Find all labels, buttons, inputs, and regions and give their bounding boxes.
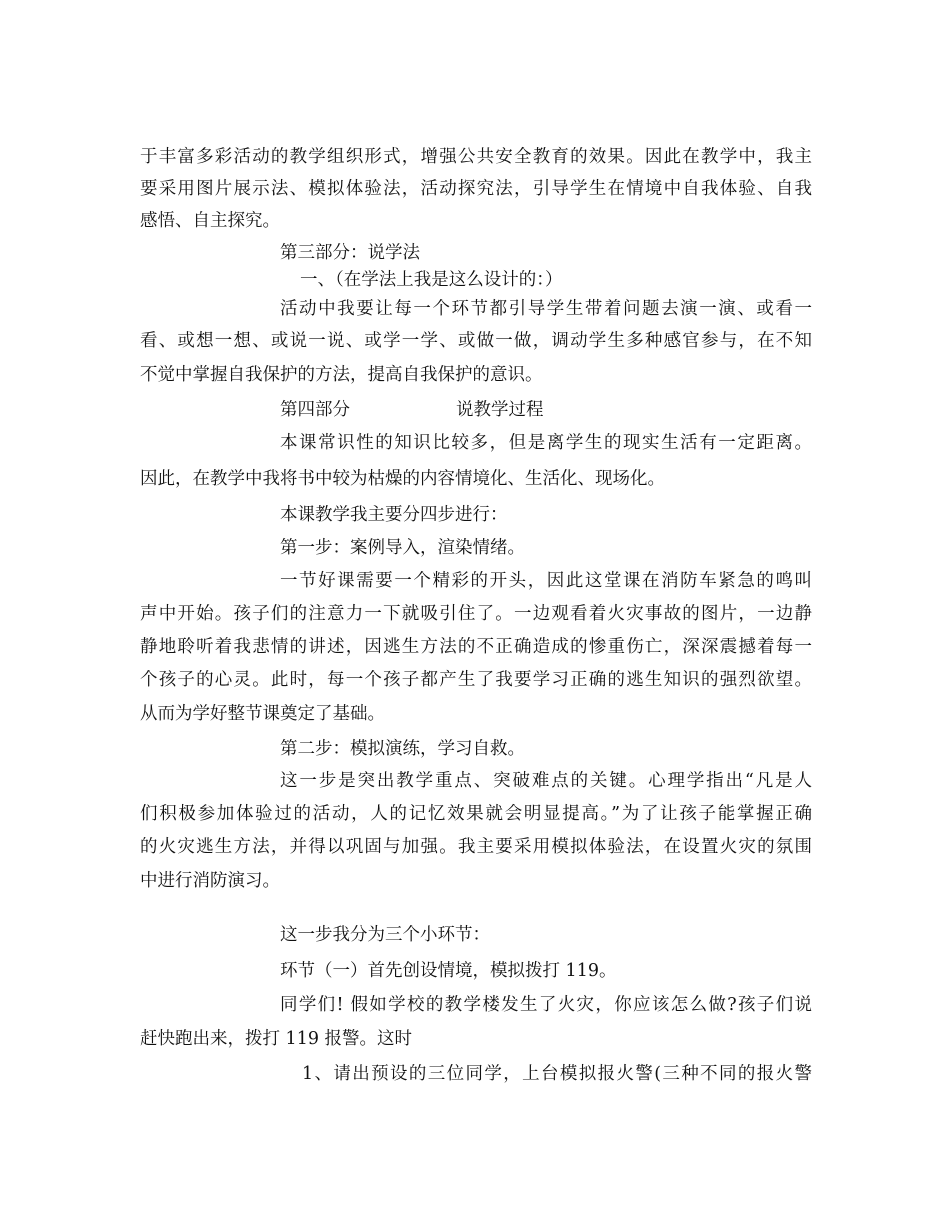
section-number: 第四部分 [280,400,350,420]
text-line: 们积极参加体验过的活动，人的记忆效果就会明显提高。”为了让孩子能掌握正确 [140,804,812,824]
text-line: 声中开始。孩子们的注意力一下就吸引住了。一边观看着火灾事故的图片，一边静 [140,604,812,624]
step-heading: 第二步：模拟演练，学习自救。 [280,739,525,759]
text-line: 不觉中掌握自我保护的方法，提高自我保护的意识。 [140,365,543,385]
subsection-heading: 环节（一）首先创设情境，模拟拨打 119。 [280,961,617,981]
text-line: 赶快跑出来，拨打 119 报警。这时 [140,1029,413,1049]
text-line: 于丰富多彩活动的教学组织形式，增强公共安全教育的效果。因此在教学中，我主 [140,147,812,167]
text-line: 中进行消防演习。 [140,871,280,891]
text-line: 的火灾逃生方法，并得以巩固与加强。我主要采用模拟体验法，在设置火灾的氛围 [140,837,812,857]
text-line: 这一步我分为三个小环节： [280,925,490,945]
step-heading: 第一步：案例导入，渲染情绪。 [280,538,525,558]
text-line: 本课教学我主要分四步进行： [280,505,508,525]
text-line: 静地聆听着我悲情的讲述，因逃生方法的不正确造成的惨重伤亡，深深震撼着每一 [140,637,812,657]
subheading: 一、（在学法上我是这么设计的：） [300,270,563,290]
text-line: 这一步是突出教学重点、突破难点的关键。心理学指出“凡是人 [280,771,812,791]
list-item: 1、请出预设的三位同学，上台模拟报火警(三种不同的报火警 [302,1064,812,1084]
text-line: 看、或想一想、或说一说、或学一学、或做一做，调动学生多种感官参与，在不知 [140,331,812,351]
text-line: 个孩子的心灵。此时，每一个孩子都产生了我要学习正确的逃生知识的强烈欲望。 [140,670,812,690]
text-line: 同学们! 假如学校的教学楼发生了火灾，你应该怎么做?孩子们说 [280,995,812,1015]
section-heading: 第三部分：说学法 [280,243,420,263]
section-heading [280,398,544,422]
text-line: 因此，在教学中我将书中较为枯燥的内容情境化、生活化、现场化。 [140,469,665,489]
text-line: 本课常识性的知识比较多，但是离学生的现实生活有一定距离。 [280,433,812,453]
text-line: 感悟、自主探究。 [140,211,280,231]
text-line: 从而为学好整节课奠定了基础。 [140,704,385,724]
text-line: 要采用图片展示法、模拟体验法，活动探究法，引导学生在情境中自我体验、自我 [140,179,812,199]
section-title: 说教学过程 [456,400,544,420]
text-line: 活动中我要让每一个环节都引导学生带着问题去演一演、或看一 [280,299,812,319]
text-line: 一节好课需要一个精彩的开头，因此这堂课在消防车紧急的鸣叫 [280,571,812,591]
